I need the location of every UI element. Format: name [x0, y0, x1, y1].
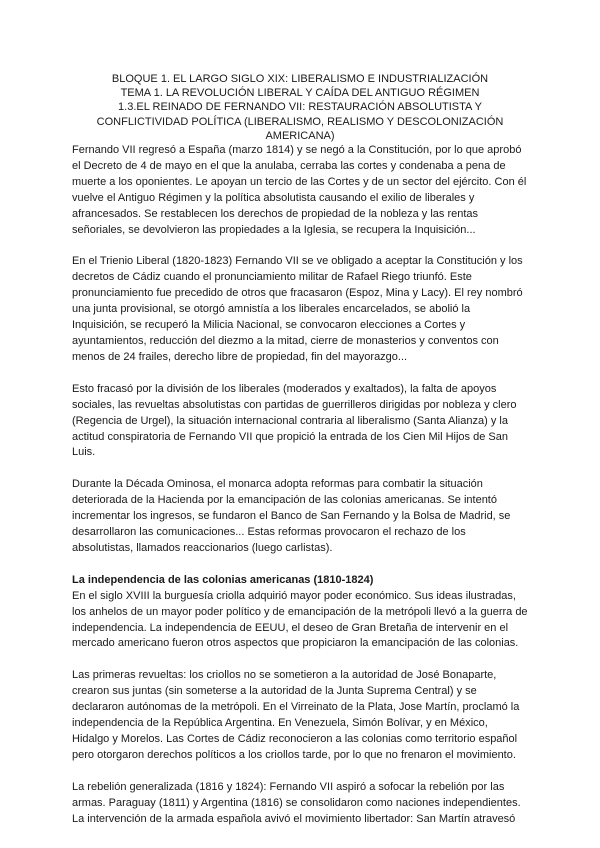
- paragraph: En el siglo XVIII la burguesía criolla adquirió mayor poder económico. Sus ideas ilustradas, los anhelos de un mayor poder político y de emancipación de la metrópoli llevó a la guerra de independencia. La independencia de EEUU, el deseo de Gran Bretaña de intervenir en el mercado americano fueron otros aspectos que propiciaron la emancipación de las colonias.: [72, 589, 528, 650]
- paragraph: Esto fracasó por la división de los liberales (moderados y exaltados), la falta de apoyos sociales, las revueltas absolutistas con partidas de guerrilleros dirigidas por nobleza y clero (Regencia de Urgel), la situación internacional contraria al liberalismo (Santa Alianza) y la actitud conspiratoria de Fernando VII que propició la entrada de los Cien Mil Hijos de San Luis.: [72, 382, 517, 459]
- paragraph: Las primeras revueltas: los criollos no se sometieron a la autoridad de José Bonaparte, crearon sus juntas (sin someterse a la autoridad de la Junta Suprema Central) y se declararon autónomas de la metrópoli. En el Virreinato de la Plata, Jose Martín, proclamó la independencia de la República Argentina. En Venezuela, Simón Bolívar, y en México, Hidalgo y Morelos. Las Cortes de Cádiz reconocieron a las colonias como territorio español pero otorgaron derechos políticos a los criollos tarde, por lo que no frenaron el movimiento.: [72, 669, 520, 761]
- header-topic-title: TEMA 1. LA REVOLUCIÓN LIBERAL Y CAÍDA DEL ANTIGUO RÉGIMEN: [120, 87, 480, 100]
- document-header: [72, 72, 528, 143]
- paragraph: La rebelión generalizada (1816 y 1824): Fernando VII aspiró a sofocar la rebelión por las armas. Paraguay (1811) y Argentina (1816) se consolidaron como naciones independientes. La intervención de la armada española avivó el movimiento libertador: San Martín atravesó: [72, 780, 521, 825]
- paragraph: Durante la Década Ominosa, el monarca adopta reformas para combatir la situación deteriorada de la Hacienda por la emancipación de las colonias americanas. Se intentó incrementar los ingresos, se fundaron el Banco de San Fernando y la Bolsa de Madrid, se desarrollaron las comunicaciones... Estas reformas provocaron el rechazo de los absolutistas, llamados reaccionarios (luego carlistas).: [72, 478, 511, 554]
- paragraph: Fernando VII regresó a España (marzo 1814) y se negó a la Constitución, por lo que aprobó el Decreto de 4 de mayo en el que la anulaba, cerraba las cortes y condenaba a pena de muerte a los oponientes. Le apoyan un tercio de las Cortes y de un sector del ejército. Con él vuelve el Antiguo Régimen y la política absolutista causando el exilio de liberales y afrancesados. Se restablecen los derechos de propiedad de la nobleza y las rentas señoriales, se devolvieron las propiedades a la Iglesia, se recupera la Inquisición...: [72, 144, 527, 236]
- header-subtopic-title: 1.3.EL REINADO DE FERNANDO VII: RESTAURACIÓN ABSOLUTISTA Y CONFLICTIVIDAD POLÍTICA (LIBERALISMO, REALISMO Y DESCOLONIZACIÓN AMERICANA): [96, 101, 504, 142]
- header-block-title: BLOQUE 1. EL LARGO SIGLO XIX: LIBERALISMO E INDUSTRIALIZACIÓN: [111, 73, 489, 85]
- paragraph: En el Trienio Liberal (1820-1823) Fernando VII se ve obligado a aceptar la Constitución y los decretos de Cádiz cuando el pronunciamiento militar de Rafael Riego triunfó. Este pronunciamiento fue precedido de otros que fracasaron (Espoz, Mina y Lacy). El rey nombró una junta provisional, se otorgó amnistía a los liberales encarcelados, se abolió la Inquisición, se recuperó la Milicia Nacional, se convocaron elecciones a Cortes y ayuntamientos, reducción del diezmo a la mitad, cierre de monasterios y conventos con menos de 24 frailes, derecho libre de propiedad, fin del mayorazgo...: [72, 255, 523, 363]
- section-heading: La independencia de las colonias americanas (1810-1824): [72, 573, 374, 586]
